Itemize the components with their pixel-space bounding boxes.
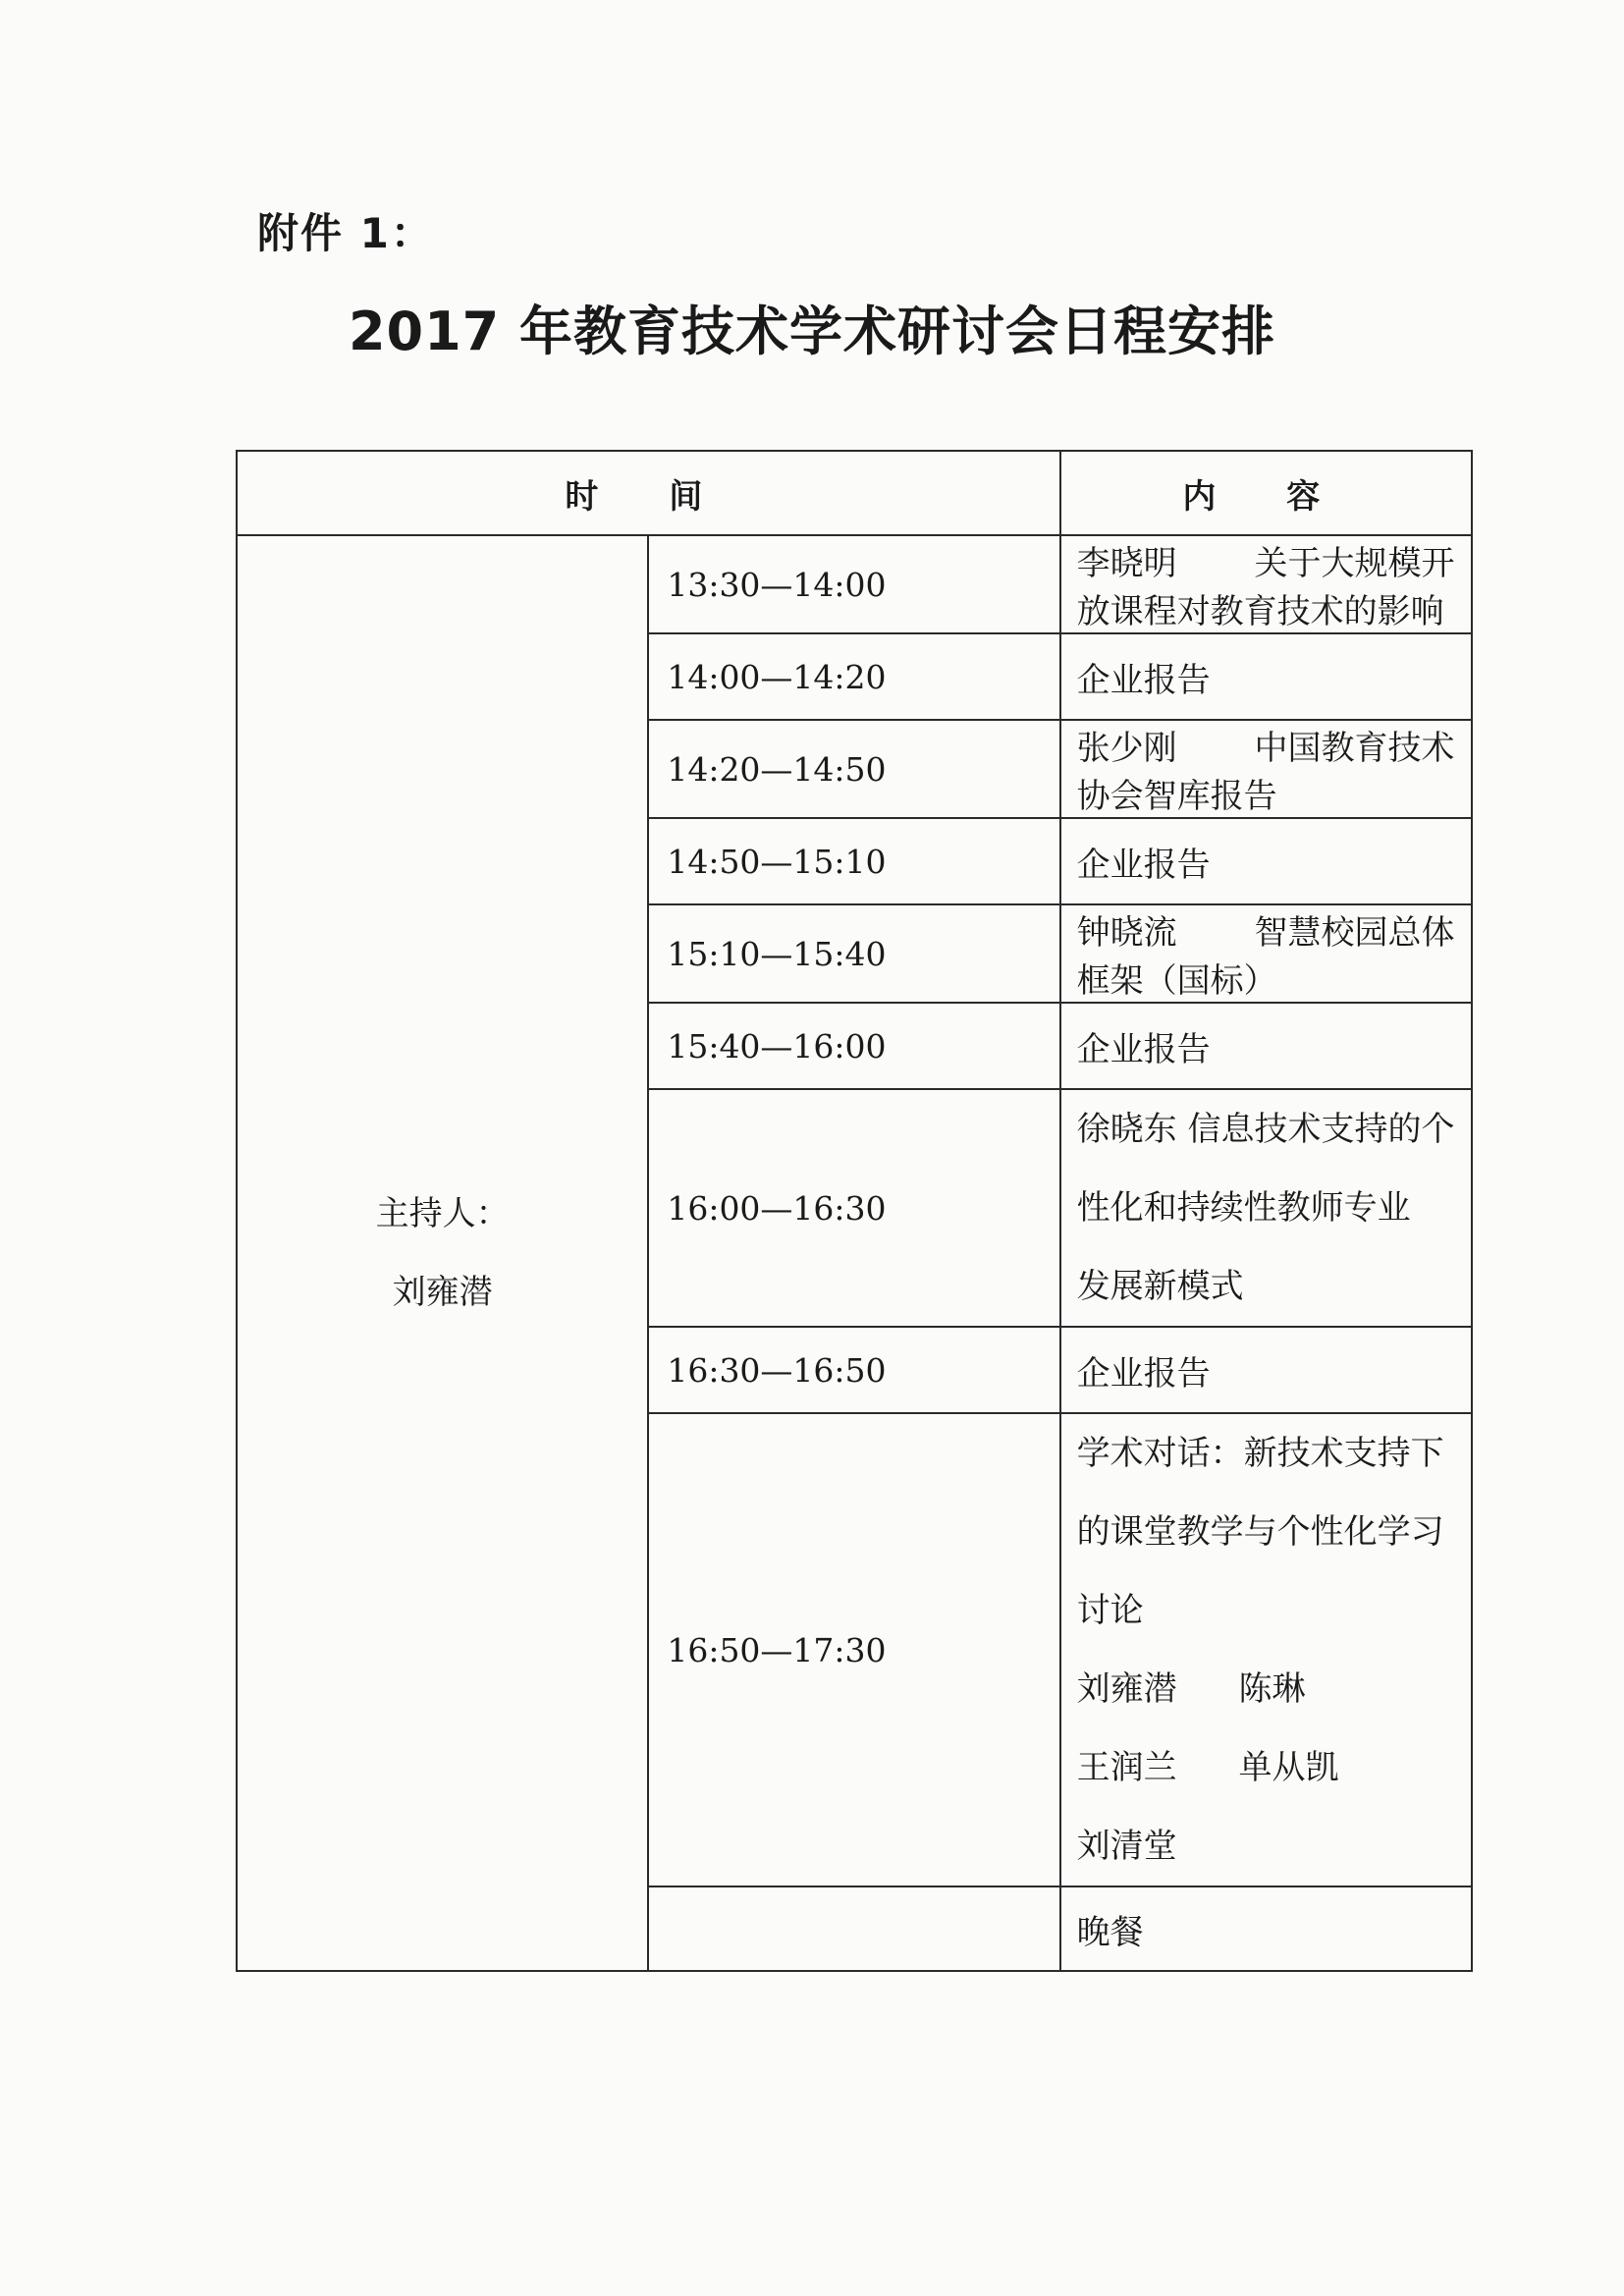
content-cell: 企业报告 — [1060, 633, 1472, 720]
schedule-table — [236, 450, 1473, 1972]
time-cell: 14:50—15:10 — [648, 818, 1059, 904]
header-time: 时 间 — [237, 451, 1060, 535]
header-content: 内 容 — [1060, 451, 1472, 535]
document-title: 2017 年教育技术学术研讨会日程安排 — [348, 301, 1276, 362]
time-cell: 16:30—16:50 — [648, 1327, 1059, 1413]
content-line: 讨论 — [1076, 1591, 1144, 1630]
time-cell: 16:50—17:30 — [648, 1413, 1059, 1886]
panelist-name: 陈琳 — [1238, 1669, 1306, 1709]
table-row — [237, 535, 1472, 633]
time-cell: 14:00—14:20 — [648, 633, 1059, 720]
time-cell: 15:10—15:40 — [648, 904, 1059, 1003]
time-cell: 14:20—14:50 — [648, 720, 1059, 818]
content-line: 学术对话：新技术支持下的课堂教学与个性化学习 — [1076, 1434, 1444, 1552]
content-cell: 企业报告 — [1060, 818, 1472, 904]
content-cell: 晚餐 — [1060, 1886, 1472, 1971]
time-cell: 15:40—16:00 — [648, 1003, 1059, 1089]
content-cell — [1060, 720, 1472, 818]
time-cell: 16:00—16:30 — [648, 1089, 1059, 1327]
host-name: 刘雍潜 — [392, 1273, 493, 1312]
time-cell: 13:30—14:00 — [648, 535, 1059, 633]
content-line: 徐晓东 信息技术支持的个性化和持续性教师专业 — [1076, 1110, 1455, 1228]
content-cell — [1060, 904, 1472, 1003]
attachment-label: 附件 1： — [257, 209, 434, 257]
talk-topic: 关于大规模开放课程对教育技术的影响 — [1076, 544, 1455, 631]
content-cell — [1060, 535, 1472, 633]
speaker-name: 钟晓流 — [1076, 913, 1177, 953]
host-label: 主持人： — [375, 1194, 510, 1233]
content-cell — [1060, 1089, 1472, 1327]
talk-topic: 中国教育技术协会智库报告 — [1076, 729, 1455, 816]
speaker-name: 李晓明 — [1076, 544, 1177, 583]
content-cell — [1060, 1413, 1472, 1886]
content-cell: 企业报告 — [1060, 1003, 1472, 1089]
time-cell — [648, 1886, 1059, 1971]
panelist-list — [1077, 1650, 1461, 1886]
host-cell — [237, 535, 648, 1971]
panelist-name: 刘雍潜 — [1076, 1669, 1177, 1709]
panelist-name: 单从凯 — [1238, 1748, 1339, 1787]
panelist-name: 刘清堂 — [1076, 1827, 1177, 1866]
content-line: 发展新模式 — [1076, 1267, 1244, 1306]
talk-topic: 智慧校园总体框架（国标） — [1076, 913, 1455, 1001]
content-cell: 企业报告 — [1060, 1327, 1472, 1413]
speaker-name: 张少刚 — [1076, 729, 1177, 768]
table-header-row — [237, 451, 1472, 535]
panelist-name: 王润兰 — [1076, 1748, 1177, 1787]
